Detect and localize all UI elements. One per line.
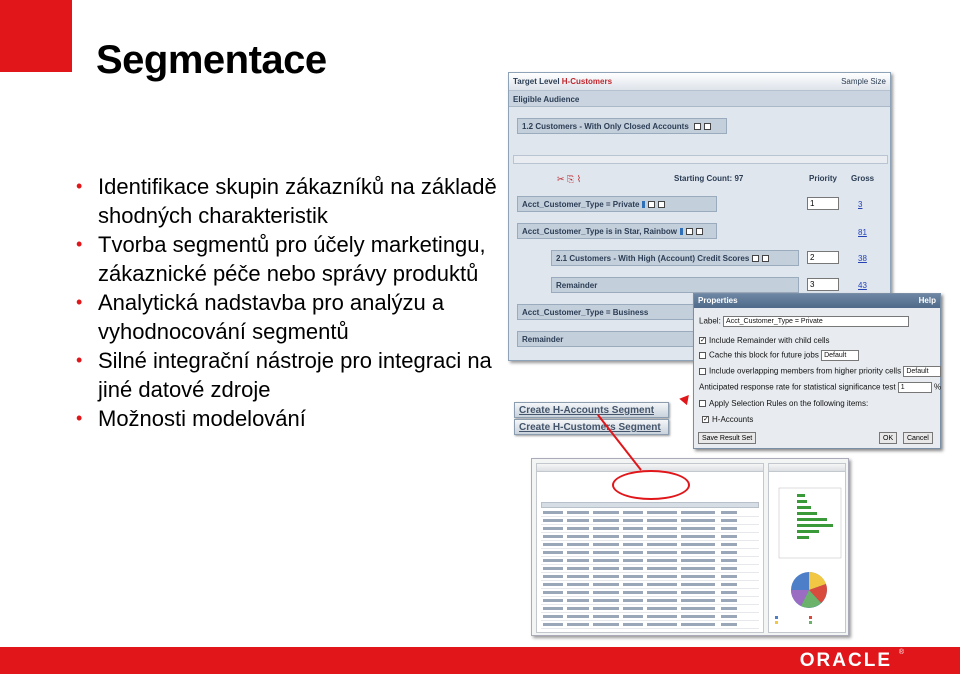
- starting-count-value: 97: [734, 174, 744, 183]
- horizontal-scrollbar[interactable]: [513, 155, 888, 164]
- highlight-oval: [612, 470, 690, 500]
- legend-swatch: [775, 621, 778, 624]
- priority-input[interactable]: 3: [807, 278, 839, 291]
- bar-chart-frame: [779, 488, 841, 558]
- overlap-checkbox[interactable]: [699, 368, 706, 375]
- legend-swatch: [809, 621, 812, 624]
- window-header: [509, 73, 890, 91]
- delete-icon[interactable]: [696, 228, 703, 235]
- item-label: H-Accounts: [712, 415, 754, 424]
- table-row: [541, 542, 759, 549]
- segment-block[interactable]: 2.1 Customers - With High (Account) Credit Scores: [551, 250, 799, 266]
- segment-block[interactable]: Acct_Customer_Type = Private: [517, 196, 717, 212]
- table-row: [541, 550, 759, 557]
- properties-dialog: [693, 293, 941, 449]
- edit-icon[interactable]: [694, 123, 701, 130]
- table-row: [541, 622, 759, 629]
- bullet-list: [76, 172, 501, 433]
- table-row: [541, 526, 759, 533]
- include-remainder-label: Include Remainder with child cells: [709, 336, 830, 345]
- toolbar-icons[interactable]: ✂ ⎘ ⌇: [557, 174, 582, 184]
- table-row: [541, 558, 759, 565]
- table-row: [541, 598, 759, 605]
- bar: [797, 530, 819, 533]
- bar: [797, 494, 805, 497]
- segment-block[interactable]: 1.2 Customers - With Only Closed Accounts: [517, 118, 727, 134]
- account-analysis-panel: [768, 463, 846, 633]
- cancel-button[interactable]: Cancel: [903, 432, 933, 444]
- gross-link[interactable]: 3: [858, 200, 863, 209]
- edit-icon[interactable]: [752, 255, 759, 262]
- bar: [797, 512, 817, 515]
- priority-header: Priority: [809, 174, 838, 183]
- bullet-item: • Analytická nadstavba pro analýzu a vyhodnocování segmentů: [76, 288, 501, 346]
- arrow-head: [679, 392, 692, 405]
- table-row: [541, 606, 759, 613]
- bar: [797, 500, 807, 503]
- edit-icon[interactable]: [648, 201, 655, 208]
- save-result-set-button[interactable]: Save Result Set: [698, 432, 756, 444]
- target-level-label: Target Level: [513, 77, 560, 86]
- bar: [797, 506, 811, 509]
- create-customers-segment-button[interactable]: Create H-Customers Segment: [514, 419, 669, 435]
- bar: [797, 536, 809, 539]
- gross-link[interactable]: 38: [858, 254, 867, 263]
- eligible-audience-label: Eligible Audience: [509, 91, 890, 107]
- include-remainder-checkbox[interactable]: ✓: [700, 337, 706, 345]
- delete-icon[interactable]: [704, 123, 711, 130]
- bar: [797, 524, 833, 527]
- bullet-item: • Možnosti modelování: [76, 404, 501, 433]
- gross-header: Gross: [851, 174, 875, 183]
- item-checkbox[interactable]: ✓: [703, 416, 709, 424]
- analysis-charts: [769, 472, 847, 632]
- response-unit: %: [934, 382, 942, 392]
- label-caption: Label:: [699, 316, 721, 326]
- gross-link[interactable]: 81: [858, 228, 867, 237]
- edit-icon[interactable]: [686, 228, 693, 235]
- table-row: [541, 510, 759, 517]
- slide-title: Segmentace: [96, 38, 327, 82]
- red-corner-square: [0, 0, 72, 72]
- legend-swatch: [809, 616, 812, 619]
- cache-checkbox[interactable]: [699, 352, 706, 359]
- registered-mark: ®: [898, 649, 904, 656]
- label-input[interactable]: Acct_Customer_Type = Private: [723, 316, 909, 327]
- response-label: Anticipated response rate for statistical significance test: [699, 382, 896, 392]
- segment-analysis-screenshot: [531, 458, 849, 636]
- table-row: [541, 590, 759, 597]
- table-row: [541, 518, 759, 525]
- ok-button[interactable]: OK: [879, 432, 897, 444]
- priority-input[interactable]: 2: [807, 251, 839, 264]
- bar: [797, 518, 827, 521]
- sample-size-label[interactable]: Sample Size: [841, 77, 886, 86]
- table-row: [541, 582, 759, 589]
- table-header: [541, 502, 759, 508]
- cache-select[interactable]: Default: [821, 350, 859, 361]
- help-link[interactable]: Help: [918, 296, 936, 305]
- priority-input[interactable]: 1: [807, 197, 839, 210]
- create-accounts-segment-button[interactable]: Create H-Accounts Segment: [514, 402, 669, 418]
- bullet-item: • Identifikace skupin zákazníků na základě shodných charakteristik: [76, 172, 501, 230]
- bullet-item: • Silné integrační nástroje pro integraci na jiné datové zdroje: [76, 346, 501, 404]
- table-row: [541, 574, 759, 581]
- legend-swatch: [775, 616, 778, 619]
- oracle-logo: ORACLE: [799, 650, 892, 671]
- table-row: [541, 566, 759, 573]
- overlap-select[interactable]: Default: [903, 366, 941, 377]
- segment-block[interactable]: Acct_Customer_Type is in Star, Rainbow: [517, 223, 717, 239]
- apply-rules-checkbox[interactable]: [699, 400, 706, 407]
- dialog-title: Properties: [698, 296, 738, 305]
- overlap-label: Include overlapping members from higher priority cells: [709, 366, 902, 376]
- segment-block[interactable]: Acct_Customer_Type = Business: [517, 304, 697, 320]
- segment-block[interactable]: Remainder: [551, 277, 799, 293]
- bullet-item: • Tvorba segmentů pro účely marketingu, zákaznické péče nebo správy produktů: [76, 230, 501, 288]
- table-row: [541, 614, 759, 621]
- delete-icon[interactable]: [762, 255, 769, 262]
- table-row: [541, 534, 759, 541]
- delete-icon[interactable]: [658, 201, 665, 208]
- response-input[interactable]: 1: [898, 382, 932, 393]
- target-level-value[interactable]: H-Customers: [561, 77, 613, 86]
- starting-count-label: Starting Count:: [674, 174, 733, 183]
- segment-block[interactable]: Remainder: [517, 331, 697, 347]
- cache-label: Cache this block for future jobs: [709, 350, 819, 360]
- gross-link[interactable]: 43: [858, 281, 867, 290]
- apply-rules-label: Apply Selection Rules on the following items:: [709, 399, 869, 408]
- footer-bar: [0, 647, 960, 674]
